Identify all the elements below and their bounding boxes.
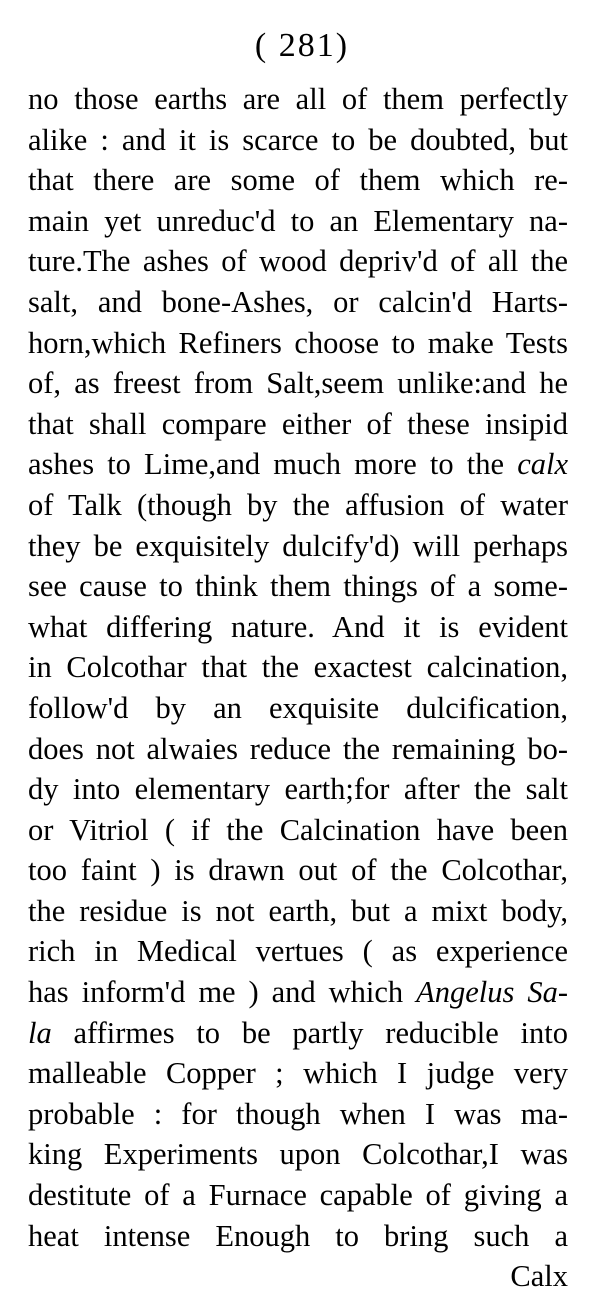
italic-text: Angelus Sa- <box>416 975 568 1010</box>
text-line <box>28 79 568 120</box>
text-segment: see cause to think them things of a some- <box>28 569 568 604</box>
text-line <box>28 444 568 485</box>
text-segment: malleable Copper ; which I judge very <box>28 1056 568 1091</box>
text-line <box>28 201 568 242</box>
text-line <box>28 566 568 607</box>
text-line <box>28 526 568 567</box>
text-line <box>28 241 568 282</box>
text-line <box>28 891 568 932</box>
text-line <box>28 688 568 729</box>
text-segment: no those earths are all of them perfectly <box>28 82 568 116</box>
text-segment: they be exquisitely dulcify'd) will perhaps <box>28 528 568 563</box>
text-segment: rich in Medical vertues ( as experience <box>28 934 568 969</box>
text-line <box>28 282 568 323</box>
text-segment: dy into elementary earth;for after the salt <box>28 772 568 807</box>
text-segment: destitute of a Furnace capable of giving a <box>28 1178 568 1213</box>
text-line <box>28 1053 568 1094</box>
text-segment: that there are some of them which re- <box>28 163 568 198</box>
text-line <box>28 160 568 201</box>
text-line <box>28 972 568 1013</box>
text-line <box>28 323 568 364</box>
text-segment: of Talk (though by the affusion of water <box>28 487 568 522</box>
text-segment: has inform'd me ) and which <box>28 975 417 1010</box>
text-segment: or Vitriol ( if the Calcination have been <box>28 812 568 847</box>
text-line <box>28 931 568 972</box>
text-line <box>28 810 568 851</box>
text-segment: king Experiments upon Colcothar,I was <box>28 1137 568 1172</box>
text-segment: of, as freest from Salt,seem unlike:and he <box>28 366 568 401</box>
text-segment: horn,which Refiners choose to make Tests <box>28 325 568 360</box>
text-segment: heat intense Enough to bring such a <box>28 1218 568 1253</box>
text-segment: that shall compare either of these insipid <box>28 406 568 441</box>
text-segment: ture.The ashes of wood depriv'd of all the <box>28 244 568 279</box>
text-segment: the residue is not earth, but a mixt body, <box>28 893 568 928</box>
text-line <box>28 120 568 161</box>
text-line <box>28 1094 568 1135</box>
text-line <box>28 769 568 810</box>
text-segment: ashes to Lime,and much more to the <box>28 447 518 482</box>
italic-text: calx <box>517 447 568 482</box>
text-line <box>28 1013 568 1054</box>
text-segment: affirmes to be partly reducible into <box>51 1015 568 1050</box>
text-line <box>28 850 568 891</box>
text-segment: what differing nature. And it is evident <box>28 609 568 644</box>
text-line <box>28 1175 568 1216</box>
text-line <box>28 363 568 404</box>
text-line <box>28 647 568 688</box>
text-segment: probable : for though when I was ma- <box>28 1096 568 1131</box>
page-number: ( 281) <box>254 27 350 64</box>
text-line <box>28 607 568 648</box>
text-line <box>28 1216 568 1257</box>
text-segment: follow'd by an exquisite dulcification, <box>28 690 568 725</box>
text-segment: too faint ) is drawn out of the Colcothar, <box>28 853 568 888</box>
text-segment: in Colcothar that the exactest calcination, <box>28 650 568 685</box>
catchword: Calx <box>510 1259 568 1294</box>
text-segment: main yet unreduc'd to an Elementary na- <box>28 203 568 238</box>
text-line <box>28 729 568 770</box>
body-text <box>28 79 568 1297</box>
text-segment: salt, and bone-Ashes, or calcin'd Harts- <box>28 284 568 319</box>
text-segment: does not alwaies reduce the remaining bo- <box>28 731 568 766</box>
text-line <box>28 404 568 445</box>
text-line <box>28 485 568 526</box>
italic-text: la <box>28 1015 52 1050</box>
text-segment: alike : and it is scarce to be doubted, but <box>28 122 568 157</box>
text-line <box>28 1134 568 1175</box>
